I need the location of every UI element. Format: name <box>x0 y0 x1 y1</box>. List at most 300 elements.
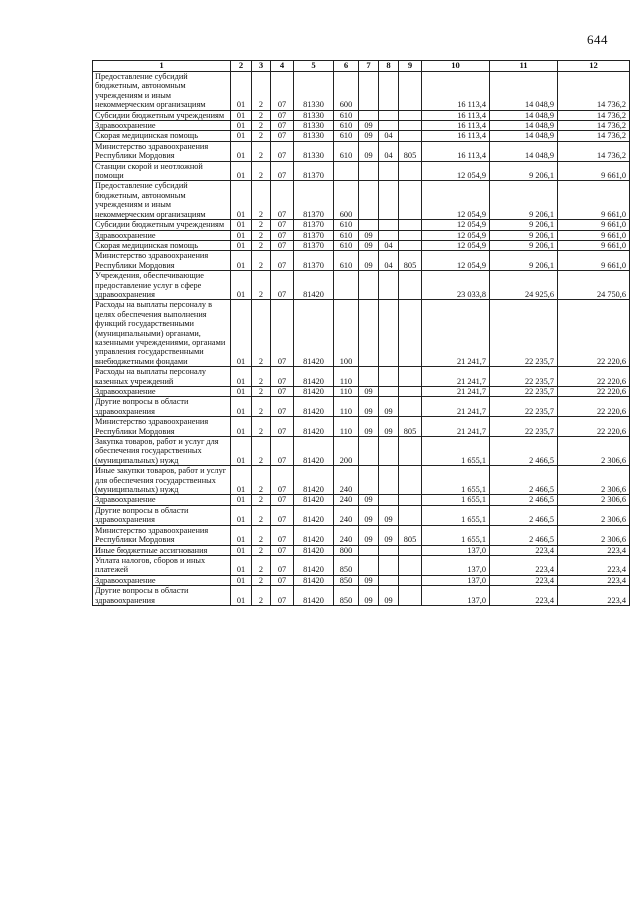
code-cell: 07 <box>271 387 294 397</box>
amount-cell: 9 661,0 <box>558 161 630 181</box>
code-cell: 240 <box>334 505 359 525</box>
code-cell <box>399 110 422 120</box>
code-cell: 01 <box>231 505 252 525</box>
code-cell: 07 <box>271 575 294 585</box>
code-cell: 07 <box>271 161 294 181</box>
amount-cell: 1 655,1 <box>422 525 490 545</box>
amount-cell: 223,4 <box>490 575 558 585</box>
amount-cell: 14 048,9 <box>490 131 558 141</box>
code-cell: 09 <box>359 240 379 250</box>
code-cell: 07 <box>271 141 294 161</box>
code-cell <box>379 161 399 181</box>
code-cell: 2 <box>252 110 271 120</box>
code-cell: 2 <box>252 525 271 545</box>
item-name: Министерство здравоохранения Республики Мордовия <box>93 141 231 161</box>
code-cell: 01 <box>231 437 252 466</box>
amount-cell: 9 206,1 <box>490 181 558 220</box>
amount-cell: 16 113,4 <box>422 110 490 120</box>
code-cell: 04 <box>379 251 399 271</box>
code-cell <box>359 545 379 555</box>
code-cell: 01 <box>231 72 252 111</box>
code-cell: 81420 <box>294 417 334 437</box>
table-row <box>93 575 630 585</box>
code-cell <box>379 121 399 131</box>
item-name: Учреждения, обеспечивающие предоставление услуг в сфере здравоохранения <box>93 271 231 300</box>
amount-cell: 2 466,5 <box>490 495 558 505</box>
code-cell: 09 <box>359 525 379 545</box>
table-row <box>93 240 630 250</box>
code-cell: 610 <box>334 121 359 131</box>
code-cell: 81370 <box>294 220 334 230</box>
amount-cell: 12 054,9 <box>422 251 490 271</box>
code-cell: 2 <box>252 181 271 220</box>
code-cell: 09 <box>359 575 379 585</box>
table-body <box>93 72 630 606</box>
code-cell: 2 <box>252 131 271 141</box>
code-cell: 07 <box>271 525 294 545</box>
code-cell: 2 <box>252 220 271 230</box>
item-name: Расходы на выплаты персоналу в целях обеспечения выполнения функций государственными (муниципальными) органами, казенными учреждениями, органами управления государственными внебюджетными фондами <box>93 300 231 367</box>
amount-cell: 16 113,4 <box>422 131 490 141</box>
amount-cell: 9 206,1 <box>490 251 558 271</box>
code-cell: 81420 <box>294 555 334 575</box>
code-cell: 09 <box>359 230 379 240</box>
amount-cell: 22 220,6 <box>558 300 630 367</box>
table-row <box>93 161 630 181</box>
amount-cell: 2 306,6 <box>558 495 630 505</box>
amount-cell: 14 736,2 <box>558 121 630 131</box>
amount-cell: 223,4 <box>558 555 630 575</box>
code-cell: 81420 <box>294 271 334 300</box>
amount-cell: 12 054,9 <box>422 220 490 230</box>
amount-cell: 137,0 <box>422 586 490 606</box>
code-cell <box>399 72 422 111</box>
code-cell: 81420 <box>294 397 334 417</box>
item-name: Другие вопросы в области здравоохранения <box>93 397 231 417</box>
amount-cell: 12 054,9 <box>422 230 490 240</box>
header-cell: 7 <box>359 61 379 72</box>
code-cell: 610 <box>334 240 359 250</box>
code-cell: 01 <box>231 181 252 220</box>
table-row <box>93 72 630 111</box>
code-cell: 81420 <box>294 525 334 545</box>
item-name: Уплата налогов, сборов и иных платежей <box>93 555 231 575</box>
code-cell: 07 <box>271 545 294 555</box>
header-row <box>93 61 630 72</box>
code-cell: 09 <box>359 397 379 417</box>
item-name: Другие вопросы в области здравоохранения <box>93 505 231 525</box>
amount-cell: 22 235,7 <box>490 367 558 387</box>
code-cell <box>399 505 422 525</box>
header-cell: 10 <box>422 61 490 72</box>
code-cell: 2 <box>252 495 271 505</box>
item-name: Субсидии бюджетным учреждениям <box>93 220 231 230</box>
table-row <box>93 271 630 300</box>
amount-cell: 137,0 <box>422 555 490 575</box>
code-cell <box>399 161 422 181</box>
code-cell: 09 <box>379 397 399 417</box>
amount-cell: 21 241,7 <box>422 300 490 367</box>
code-cell <box>359 72 379 111</box>
amount-cell: 24 750,6 <box>558 271 630 300</box>
code-cell: 240 <box>334 525 359 545</box>
amount-cell: 14 736,2 <box>558 141 630 161</box>
code-cell: 07 <box>271 110 294 120</box>
code-cell: 01 <box>231 586 252 606</box>
amount-cell: 22 220,6 <box>558 387 630 397</box>
amount-cell: 14 736,2 <box>558 110 630 120</box>
table-row <box>93 545 630 555</box>
code-cell: 01 <box>231 367 252 387</box>
amount-cell: 9 206,1 <box>490 220 558 230</box>
amount-cell: 9 206,1 <box>490 161 558 181</box>
amount-cell: 12 054,9 <box>422 161 490 181</box>
table-row <box>93 121 630 131</box>
code-cell: 09 <box>359 121 379 131</box>
amount-cell: 9 661,0 <box>558 230 630 240</box>
code-cell: 200 <box>334 437 359 466</box>
amount-cell: 223,4 <box>558 545 630 555</box>
code-cell: 09 <box>359 251 379 271</box>
amount-cell: 22 235,7 <box>490 417 558 437</box>
table-row <box>93 251 630 271</box>
code-cell <box>399 387 422 397</box>
code-cell <box>399 131 422 141</box>
table-row <box>93 397 630 417</box>
code-cell <box>359 367 379 387</box>
code-cell: 2 <box>252 271 271 300</box>
amount-cell: 22 220,6 <box>558 417 630 437</box>
header-cell: 11 <box>490 61 558 72</box>
table-row <box>93 300 630 367</box>
page-number: 644 <box>587 32 608 47</box>
code-cell: 01 <box>231 525 252 545</box>
code-cell <box>359 220 379 230</box>
amount-cell: 16 113,4 <box>422 141 490 161</box>
table-row <box>93 586 630 606</box>
amount-cell: 2 306,6 <box>558 505 630 525</box>
code-cell: 01 <box>231 271 252 300</box>
code-cell <box>399 271 422 300</box>
code-cell: 2 <box>252 121 271 131</box>
amount-cell: 9 661,0 <box>558 251 630 271</box>
code-cell: 01 <box>231 555 252 575</box>
table-row <box>93 466 630 495</box>
table-row <box>93 220 630 230</box>
code-cell: 600 <box>334 181 359 220</box>
code-cell <box>399 230 422 240</box>
item-name: Другие вопросы в области здравоохранения <box>93 586 231 606</box>
code-cell: 610 <box>334 110 359 120</box>
amount-cell: 23 033,8 <box>422 271 490 300</box>
amount-cell: 9 661,0 <box>558 220 630 230</box>
table-row <box>93 495 630 505</box>
code-cell: 09 <box>359 141 379 161</box>
code-cell: 2 <box>252 505 271 525</box>
header-cell: 8 <box>379 61 399 72</box>
item-name: Предоставление субсидий бюджетным, автономным учреждениям и иным некоммерческим организациям <box>93 72 231 111</box>
code-cell: 600 <box>334 72 359 111</box>
code-cell: 81420 <box>294 586 334 606</box>
code-cell <box>334 271 359 300</box>
code-cell: 110 <box>334 417 359 437</box>
code-cell <box>399 586 422 606</box>
amount-cell: 22 235,7 <box>490 397 558 417</box>
code-cell: 07 <box>271 181 294 220</box>
amount-cell: 22 220,6 <box>558 397 630 417</box>
code-cell <box>379 230 399 240</box>
code-cell <box>399 466 422 495</box>
table-row <box>93 181 630 220</box>
code-cell: 81420 <box>294 495 334 505</box>
code-cell <box>399 555 422 575</box>
item-name: Расходы на выплаты персоналу казенных учреждений <box>93 367 231 387</box>
table-row <box>93 417 630 437</box>
code-cell: 240 <box>334 495 359 505</box>
code-cell: 07 <box>271 417 294 437</box>
code-cell: 2 <box>252 545 271 555</box>
amount-cell: 2 466,5 <box>490 525 558 545</box>
code-cell <box>359 555 379 575</box>
code-cell <box>399 121 422 131</box>
code-cell <box>359 181 379 220</box>
code-cell <box>379 495 399 505</box>
code-cell <box>334 161 359 181</box>
table-row <box>93 141 630 161</box>
code-cell: 850 <box>334 575 359 585</box>
amount-cell: 12 054,9 <box>422 181 490 220</box>
code-cell: 09 <box>359 586 379 606</box>
code-cell: 01 <box>231 141 252 161</box>
code-cell <box>379 220 399 230</box>
code-cell: 04 <box>379 141 399 161</box>
amount-cell: 22 235,7 <box>490 300 558 367</box>
item-name: Здравоохранение <box>93 387 231 397</box>
code-cell <box>399 367 422 387</box>
code-cell <box>379 555 399 575</box>
item-name: Здравоохранение <box>93 230 231 240</box>
code-cell: 240 <box>334 466 359 495</box>
amount-cell: 2 306,6 <box>558 437 630 466</box>
header-cell: 5 <box>294 61 334 72</box>
code-cell: 2 <box>252 417 271 437</box>
code-cell: 09 <box>359 417 379 437</box>
code-cell <box>379 110 399 120</box>
item-name: Здравоохранение <box>93 121 231 131</box>
code-cell <box>399 300 422 367</box>
amount-cell: 22 235,7 <box>490 387 558 397</box>
code-cell: 07 <box>271 367 294 387</box>
amount-cell: 223,4 <box>490 586 558 606</box>
item-name: Здравоохранение <box>93 575 231 585</box>
code-cell <box>359 271 379 300</box>
header-cell: 4 <box>271 61 294 72</box>
code-cell: 01 <box>231 240 252 250</box>
code-cell: 610 <box>334 141 359 161</box>
code-cell: 81420 <box>294 505 334 525</box>
item-name: Станции скорой и неотложной помощи <box>93 161 231 181</box>
code-cell <box>379 367 399 387</box>
code-cell: 610 <box>334 251 359 271</box>
code-cell: 09 <box>379 417 399 437</box>
amount-cell: 14 736,2 <box>558 131 630 141</box>
amount-cell: 2 466,5 <box>490 466 558 495</box>
amount-cell: 137,0 <box>422 575 490 585</box>
code-cell: 09 <box>359 387 379 397</box>
code-cell <box>359 466 379 495</box>
code-cell <box>379 271 399 300</box>
amount-cell: 1 655,1 <box>422 505 490 525</box>
item-name: Закупка товаров, работ и услуг для обеспечения государственных (муниципальных) нужд <box>93 437 231 466</box>
code-cell: 2 <box>252 367 271 387</box>
table-row <box>93 437 630 466</box>
amount-cell: 12 054,9 <box>422 240 490 250</box>
code-cell <box>359 161 379 181</box>
code-cell: 01 <box>231 121 252 131</box>
code-cell: 110 <box>334 387 359 397</box>
code-cell: 805 <box>399 417 422 437</box>
code-cell: 850 <box>334 555 359 575</box>
code-cell: 2 <box>252 397 271 417</box>
code-cell: 01 <box>231 251 252 271</box>
amount-cell: 21 241,7 <box>422 387 490 397</box>
code-cell <box>379 387 399 397</box>
amount-cell: 2 306,6 <box>558 466 630 495</box>
code-cell: 07 <box>271 505 294 525</box>
code-cell <box>379 300 399 367</box>
code-cell: 01 <box>231 161 252 181</box>
code-cell: 07 <box>271 220 294 230</box>
code-cell: 81420 <box>294 437 334 466</box>
code-cell: 81370 <box>294 251 334 271</box>
code-cell: 07 <box>271 72 294 111</box>
code-cell: 01 <box>231 545 252 555</box>
code-cell <box>399 437 422 466</box>
code-cell: 110 <box>334 397 359 417</box>
code-cell: 81420 <box>294 466 334 495</box>
table-row <box>93 555 630 575</box>
item-name: Здравоохранение <box>93 495 231 505</box>
item-name: Скорая медицинская помощь <box>93 240 231 250</box>
code-cell: 01 <box>231 230 252 240</box>
amount-cell: 2 466,5 <box>490 505 558 525</box>
code-cell: 2 <box>252 230 271 240</box>
amount-cell: 9 661,0 <box>558 240 630 250</box>
code-cell <box>399 220 422 230</box>
amount-cell: 21 241,7 <box>422 417 490 437</box>
amount-cell: 21 241,7 <box>422 367 490 387</box>
amount-cell: 14 736,2 <box>558 72 630 111</box>
amount-cell: 9 206,1 <box>490 230 558 240</box>
amount-cell: 22 220,6 <box>558 367 630 387</box>
header-cell: 2 <box>231 61 252 72</box>
code-cell: 2 <box>252 240 271 250</box>
code-cell: 81370 <box>294 181 334 220</box>
code-cell <box>379 575 399 585</box>
table-row <box>93 110 630 120</box>
code-cell: 07 <box>271 300 294 367</box>
code-cell: 07 <box>271 495 294 505</box>
code-cell: 81330 <box>294 121 334 131</box>
amount-cell: 223,4 <box>490 555 558 575</box>
budget-table <box>92 60 630 606</box>
code-cell <box>399 181 422 220</box>
code-cell: 81370 <box>294 230 334 240</box>
code-cell: 07 <box>271 555 294 575</box>
amount-cell: 1 655,1 <box>422 437 490 466</box>
code-cell: 09 <box>359 505 379 525</box>
code-cell: 01 <box>231 495 252 505</box>
code-cell <box>359 300 379 367</box>
code-cell: 81370 <box>294 161 334 181</box>
header-cell: 12 <box>558 61 630 72</box>
code-cell: 01 <box>231 220 252 230</box>
code-cell: 04 <box>379 131 399 141</box>
amount-cell: 14 048,9 <box>490 141 558 161</box>
code-cell <box>399 575 422 585</box>
code-cell: 01 <box>231 466 252 495</box>
code-cell: 07 <box>271 466 294 495</box>
code-cell: 610 <box>334 131 359 141</box>
table-row <box>93 525 630 545</box>
code-cell: 07 <box>271 397 294 417</box>
code-cell: 01 <box>231 575 252 585</box>
item-name: Предоставление субсидий бюджетным, автономным учреждениям и иным некоммерческим организациям <box>93 181 231 220</box>
amount-cell: 14 048,9 <box>490 110 558 120</box>
code-cell <box>399 495 422 505</box>
code-cell: 09 <box>359 131 379 141</box>
code-cell: 01 <box>231 131 252 141</box>
code-cell: 2 <box>252 586 271 606</box>
amount-cell: 9 661,0 <box>558 181 630 220</box>
amount-cell: 2 306,6 <box>558 525 630 545</box>
code-cell <box>379 466 399 495</box>
item-name: Иные закупки товаров, работ и услуг для обеспечения государственных (муниципальных) нужд <box>93 466 231 495</box>
code-cell: 100 <box>334 300 359 367</box>
code-cell <box>399 545 422 555</box>
code-cell: 01 <box>231 397 252 417</box>
code-cell: 2 <box>252 466 271 495</box>
code-cell: 81420 <box>294 545 334 555</box>
code-cell: 2 <box>252 575 271 585</box>
code-cell: 805 <box>399 525 422 545</box>
item-name: Министерство здравоохранения Республики Мордовия <box>93 417 231 437</box>
table-row <box>93 131 630 141</box>
code-cell <box>379 437 399 466</box>
code-cell: 09 <box>379 525 399 545</box>
amount-cell: 137,0 <box>422 545 490 555</box>
amount-cell: 14 048,9 <box>490 121 558 131</box>
code-cell: 01 <box>231 387 252 397</box>
amount-cell: 24 925,6 <box>490 271 558 300</box>
code-cell: 2 <box>252 72 271 111</box>
amount-cell: 223,4 <box>490 545 558 555</box>
header-cell: 9 <box>399 61 422 72</box>
code-cell: 81420 <box>294 387 334 397</box>
code-cell: 2 <box>252 141 271 161</box>
code-cell <box>359 437 379 466</box>
code-cell: 805 <box>399 251 422 271</box>
item-name: Скорая медицинская помощь <box>93 131 231 141</box>
item-name: Министерство здравоохранения Республики Мордовия <box>93 525 231 545</box>
code-cell: 2 <box>252 300 271 367</box>
code-cell <box>379 545 399 555</box>
code-cell: 81420 <box>294 575 334 585</box>
code-cell: 07 <box>271 121 294 131</box>
table-row <box>93 505 630 525</box>
code-cell: 09 <box>379 505 399 525</box>
code-cell: 850 <box>334 586 359 606</box>
